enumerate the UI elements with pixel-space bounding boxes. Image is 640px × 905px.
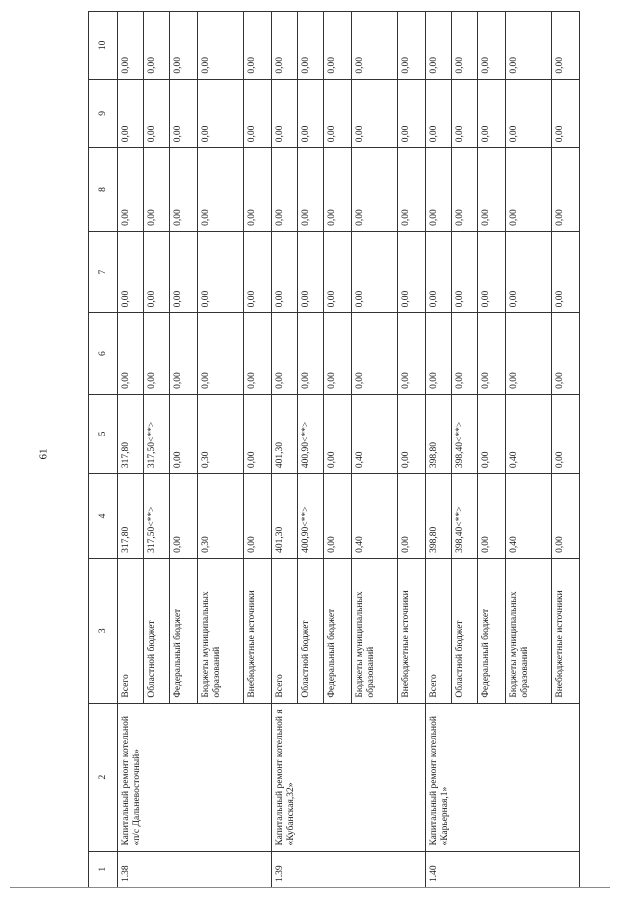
amount-cell: 0,00 [478,313,506,394]
amount-cell: 0,00 [352,148,398,232]
amount-cell: 0,00 [170,394,198,473]
header-row [89,12,118,888]
amount-cell: 0,00 [506,79,552,148]
amount-cell: 0,00 [144,231,170,312]
amount-cell: 0,00 [298,313,324,394]
amount-cell: 0,00 [170,12,198,80]
amount-cell: 0,00 [144,12,170,80]
funding-table [88,11,580,888]
amount-cell: 0,00 [324,231,352,312]
col-header: 5 [89,394,118,473]
item-number: 1.38 [118,851,272,887]
amount-cell: 0,00 [426,313,452,394]
amount-cell: 0,00 [552,474,580,559]
funding-source: Внебюджетные источники [398,558,426,703]
amount-cell: 0,00 [398,148,426,232]
amount-cell: 0,00 [352,231,398,312]
amount-cell: 0,00 [298,148,324,232]
amount-cell: 317,80 [118,474,144,559]
amount-cell: 0,00 [324,148,352,232]
amount-cell: 317,50<**> [144,474,170,559]
amount-cell: 398,80 [426,474,452,559]
table-row [272,12,298,888]
amount-cell: 0,00 [478,394,506,473]
funding-source: Внебюджетные источники [552,558,580,703]
amount-cell: 0,00 [198,231,244,312]
amount-cell: 400,90<**> [298,394,324,473]
col-header: 2 [89,703,118,851]
amount-cell: 0,00 [426,12,452,80]
funding-source: Федеральный бюджет [478,558,506,703]
amount-cell: 0,00 [398,474,426,559]
col-header: 10 [89,12,118,80]
amount-cell: 0,00 [552,79,580,148]
amount-cell: 0,00 [452,231,478,312]
amount-cell: 0,00 [552,394,580,473]
amount-cell: 0,00 [478,148,506,232]
col-header: 8 [89,148,118,232]
amount-cell: 0,00 [272,313,298,394]
amount-cell: 0,00 [170,231,198,312]
amount-cell: 0,00 [244,474,272,559]
amount-cell: 0,00 [398,12,426,80]
table-row [118,12,144,888]
funding-source: Областной бюджет [298,558,324,703]
item-name: Капитальный ремонт котельной «Карьерная,1» [426,703,580,851]
amount-cell: 317,50<**> [144,394,170,473]
amount-cell: 0,00 [452,12,478,80]
amount-cell: 0,00 [478,474,506,559]
amount-cell: 0,00 [324,12,352,80]
amount-cell: 0,00 [118,313,144,394]
amount-cell: 0,40 [506,474,552,559]
amount-cell: 0,00 [170,148,198,232]
col-header: 7 [89,231,118,312]
amount-cell: 0,00 [244,313,272,394]
amount-cell: 401,30 [272,394,298,473]
funding-source: Федеральный бюджет [170,558,198,703]
amount-cell: 0,00 [426,231,452,312]
funding-source: Внебюджетные источники [244,558,272,703]
col-header: 3 [89,558,118,703]
amount-cell: 0,00 [272,231,298,312]
amount-cell: 398,40<**> [452,394,478,473]
amount-cell: 0,00 [118,148,144,232]
amount-cell: 0,00 [552,231,580,312]
col-header: 9 [89,79,118,148]
amount-cell: 0,00 [272,12,298,80]
amount-cell: 0,00 [272,148,298,232]
amount-cell: 0,00 [506,148,552,232]
amount-cell: 0,00 [198,148,244,232]
amount-cell: 0,00 [506,313,552,394]
item-name: Капитальный ремонт котельной я «Кубанская,32» [272,703,426,851]
funding-source: Всего [426,558,452,703]
amount-cell: 0,40 [352,474,398,559]
amount-cell: 0,00 [324,313,352,394]
amount-cell: 0,40 [352,394,398,473]
amount-cell: 0,00 [552,148,580,232]
amount-cell: 0,00 [144,313,170,394]
amount-cell: 0,00 [118,12,144,80]
col-header: 1 [89,851,118,887]
amount-cell: 0,00 [198,313,244,394]
amount-cell: 0,00 [398,79,426,148]
amount-cell: 0,00 [452,79,478,148]
item-number: 1.39 [272,851,426,887]
amount-cell: 398,40<**> [452,474,478,559]
amount-cell: 0,00 [118,79,144,148]
funding-source: Бюджеты муниципальных образований [198,558,244,703]
funding-source: Бюджеты муниципальных образований [506,558,552,703]
amount-cell: 0,00 [478,12,506,80]
funding-source: Областной бюджет [144,558,170,703]
funding-source: Бюджеты муниципальных образований [352,558,398,703]
amount-cell: 0,00 [352,12,398,80]
amount-cell: 400,90<**> [298,474,324,559]
amount-cell: 0,00 [324,79,352,148]
amount-cell: 0,00 [298,79,324,148]
funding-source: Всего [272,558,298,703]
amount-cell: 0,00 [244,148,272,232]
amount-cell: 0,00 [198,12,244,80]
amount-cell: 0,00 [398,394,426,473]
amount-cell: 0,00 [244,79,272,148]
bottom-rule [10,887,610,888]
amount-cell: 0,00 [324,474,352,559]
item-name: Капитальный ремонт котельной «п/с Дальневосточный» [118,703,272,851]
amount-cell: 0,00 [452,148,478,232]
amount-cell: 0,00 [272,79,298,148]
amount-cell: 0,40 [506,394,552,473]
amount-cell: 0,00 [552,12,580,80]
page-number: 61 [37,448,50,460]
amount-cell: 0,00 [170,79,198,148]
amount-cell: 0,30 [198,474,244,559]
amount-cell: 0,00 [298,12,324,80]
amount-cell: 0,00 [506,231,552,312]
amount-cell: 0,00 [244,231,272,312]
funding-source: Всего [118,558,144,703]
amount-cell: 0,00 [144,148,170,232]
footer-note [597,0,604,40]
amount-cell: 0,00 [452,313,478,394]
amount-cell: 0,00 [478,79,506,148]
item-number: 1.40 [426,851,580,887]
amount-cell: 0,00 [398,313,426,394]
amount-cell: 0,00 [552,313,580,394]
col-header: 4 [89,474,118,559]
col-header: 6 [89,313,118,394]
funding-source: Областной бюджет [452,558,478,703]
amount-cell: 0,00 [426,148,452,232]
amount-cell: 0,00 [506,12,552,80]
amount-cell: 401,30 [272,474,298,559]
table-row [426,12,452,888]
amount-cell: 0,30 [198,394,244,473]
rotated-table-container [88,11,620,888]
amount-cell: 0,00 [426,79,452,148]
amount-cell: 0,00 [298,231,324,312]
amount-cell: 0,00 [324,394,352,473]
amount-cell: 0,00 [170,313,198,394]
amount-cell: 0,00 [118,231,144,312]
amount-cell: 0,00 [478,231,506,312]
funding-source: Федеральный бюджет [324,558,352,703]
amount-cell: 0,00 [244,394,272,473]
amount-cell: 0,00 [244,12,272,80]
amount-cell: 0,00 [144,79,170,148]
amount-cell: 0,00 [352,313,398,394]
amount-cell: 0,00 [170,474,198,559]
amount-cell: 0,00 [352,79,398,148]
amount-cell: 0,00 [398,231,426,312]
amount-cell: 0,00 [198,79,244,148]
table-body [118,12,580,888]
amount-cell: 317,80 [118,394,144,473]
amount-cell: 398,80 [426,394,452,473]
